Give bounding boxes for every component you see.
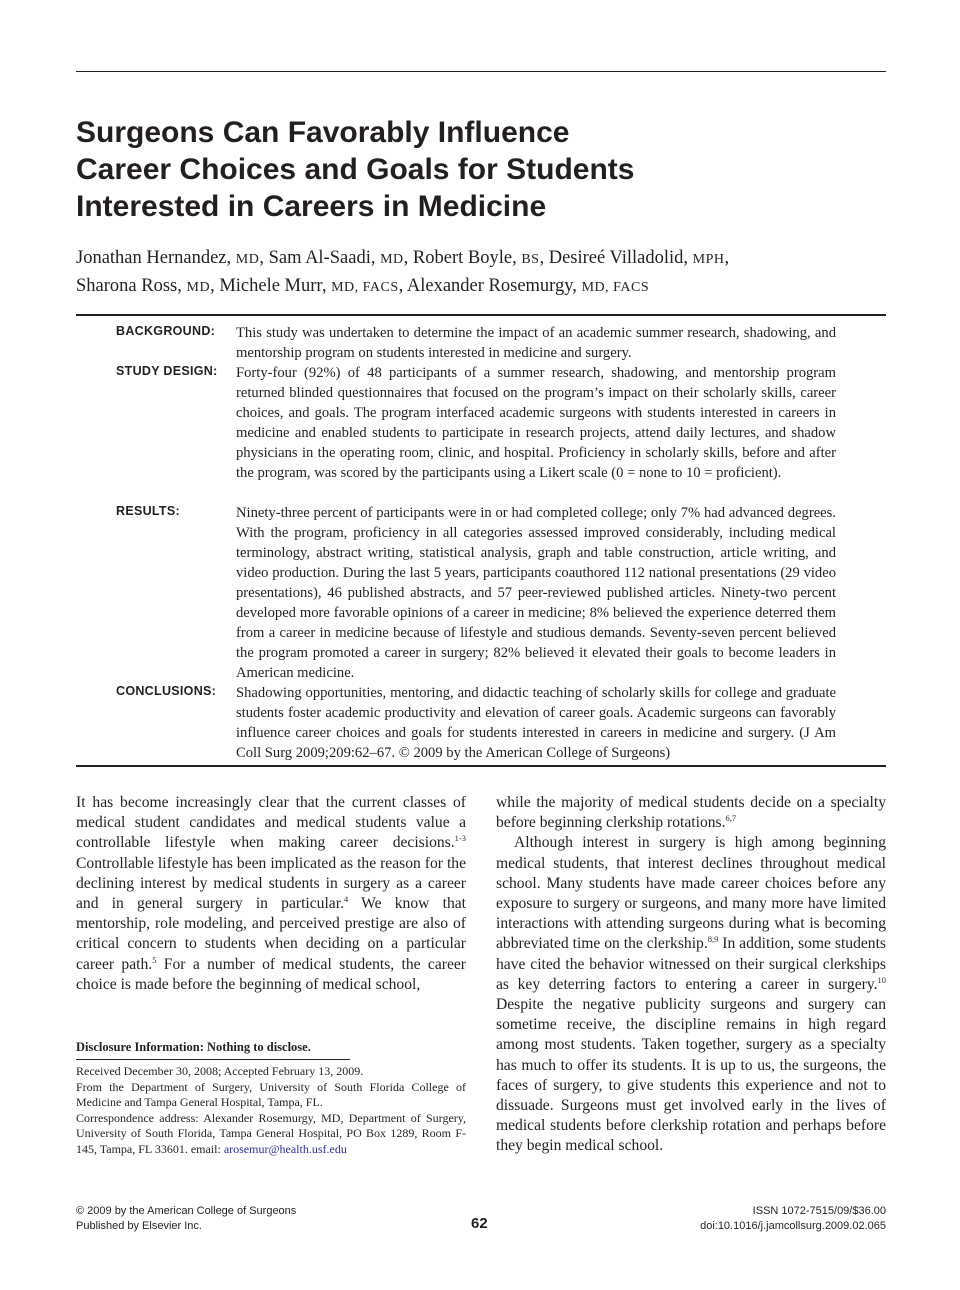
author-name: Sharona Ross, — [76, 276, 182, 296]
body-column-left — [76, 793, 466, 995]
footer-left — [76, 1204, 296, 1234]
correspondence-text: Correspondence address: Alexander Rosemurgy, MD, Department of Surgery, University of South Florida, Tampa General Hospital, PO Box 1289, Room F-145, Tampa, FL 33601. email: — [76, 1110, 466, 1156]
body-text: Despite the negative publicity surgeons and surgery can sometime receive, the discipline remains in high regard among most students. Taken together, surgery as a specialty has much to offer its students. It is up to us, the surgeons, the faces of surgery, to give students this experience and not to dissuade. Surgeons must get involved early in the lives of medical students before clerkship rotation and perhaps before they begin medical school. — [496, 996, 886, 1155]
author-name: Jonathan Hernandez, — [76, 248, 232, 268]
body-paragraph — [76, 793, 466, 995]
disclosure-info: Disclosure Information: Nothing to disclose. — [76, 1040, 311, 1054]
title-line: Interested in Careers in Medicine — [76, 190, 547, 223]
footnotes — [76, 1064, 466, 1157]
body-text: It has become increasingly clear that the current classes of medical student candidates and medical students value a controllable lifestyle when making career decisions. — [76, 794, 466, 852]
abstract-text: Shadowing opportunities, mentoring, and didactic teaching of scholarly skills for college and graduate students foster academic productivity and elevation of career goals. Academic surgeons can favorably influence career choices and goals for students interested in careers in medicine and surgery. (J Am Coll Surg 2009;209:62–67. © 2009 by the American College of Surgeons) — [236, 685, 836, 761]
correspondence — [76, 1111, 466, 1158]
author-degree: BS — [521, 252, 540, 267]
author-name: Michele Murr, — [219, 276, 327, 296]
abstract-text: This study was undertaken to determine the impact of an academic summer research, shadowing, and mentorship program on students interested in medicine and surgery. — [236, 325, 836, 361]
abstract-label: STUDY DESIGN: — [116, 364, 218, 378]
author-line: Sharona Ross, MD, Michele Murr, MD, FACS, Alexander Rosemurgy, MD, FACS — [76, 276, 650, 296]
body-paragraph — [496, 793, 886, 833]
author-name: Alexander Rosemurgy, — [406, 276, 577, 296]
affiliation: From the Department of Surgery, University of South Florida College of Medicine and Tampa General Hospital, Tampa, FL. — [76, 1079, 466, 1109]
citation[interactable]: 1-3 — [454, 833, 466, 844]
footer-right — [700, 1204, 886, 1234]
abstract-text: Ninety-three percent of participants were in or had completed college; only 7% had advanced degrees. With the program, proficiency in all categories assessed improved considerably, including medical terminology, abstract writing, statistical analysis, graph and table construction, article writing, and video production. During the last 5 years, participants coauthored 112 national presentations (29 video presentations), 46 published abstracts, and 57 peer-reviewed published articles. Ninety-two percent developed more favorable opinions of a career in medicine; 8% believed the experience deterred them from a career in medicine because of lifestyle and studious demands. Seventy-seven percent believed the program promoted a career in surgery; 82% believed it elevated their goals to become leaders in American medicine. — [236, 505, 836, 681]
author-line: Jonathan Hernandez, MD, Sam Al-Saadi, MD, Robert Boyle, BS, Desireé Villadolid, MPH, — [76, 248, 730, 268]
abstract-text: Forty-four (92%) of 48 participants of a summer research, shadowing, and mentorship program returned blinded questionnaires that focused on the program’s impact on their scholarly skills, career choices, and goals. The program interfaced academic surgeons with students interested in careers in medicine and enabled students to participate in research projects, attend daily lectures, and shadow physicians in the operating room, clinic, and hospital. Proficiency in scholarly skills, before and after the program, was scored by the participants using a Likert scale (0 = none to 10 = proficient). — [236, 365, 836, 481]
citation[interactable]: 4 — [343, 894, 349, 905]
publisher: Published by Elsevier Inc. — [76, 1220, 202, 1232]
body-text: We know that mentorship, role modeling, and perceived prestige are also of critical concern to students when deciding on a particular career path. — [76, 895, 466, 973]
body-text: Controllable lifestyle has been implicated as the reason for the declining interest by medical students in surgery as a career and in general surgery in particular. — [76, 854, 466, 913]
received-dates: Received December 30, 2008; Accepted February 13, 2009. — [76, 1064, 364, 1078]
header-rule — [76, 71, 886, 72]
copyright: © 2009 by the American College of Surgeons — [76, 1205, 297, 1217]
footnote-rule — [76, 1059, 350, 1060]
page-number: 62 — [471, 1215, 488, 1232]
abstract-box — [76, 314, 886, 767]
body-text: Although interest in surgery is high among beginning medical students, that interest declines throughout medical school. Many students have made career choices before any exposure to surgery or surgeons, and many more have limited interactions with attending surgeons during what is becoming abbreviated time on the clerkship. — [496, 834, 886, 953]
author-degree: MD — [380, 252, 404, 267]
citation[interactable]: 8,9 — [707, 934, 719, 945]
citation[interactable]: 10 — [877, 974, 886, 985]
body-text: In addition, some students have cited the behavior witnessed on their surgical clerkships as key deterring factors to entering a career in surgery. — [496, 935, 886, 993]
title-line: Career Choices and Goals for Students — [76, 153, 635, 186]
author-degree: MD, FACS — [331, 280, 399, 295]
citation[interactable]: 5 — [152, 954, 157, 965]
author-name: Desireé Villadolid, — [548, 248, 689, 268]
author-degree: MPH — [692, 252, 725, 267]
email-link[interactable]: arosemur@health.usf.edu — [223, 1141, 347, 1156]
author-degree: MD — [186, 280, 211, 295]
abstract-label: BACKGROUND: — [116, 324, 216, 338]
abstract-label: RESULTS: — [116, 504, 180, 518]
body-text: while the majority of medical students decide on a specialty before beginning clerkship rotations. — [496, 794, 886, 832]
author-list — [76, 245, 886, 301]
citation[interactable]: 6,7 — [725, 813, 737, 824]
title-line: Surgeons Can Favorably Influence — [76, 116, 570, 149]
body-paragraph — [496, 833, 886, 1156]
article-title — [76, 114, 796, 225]
author-name: Robert Boyle, — [412, 248, 517, 268]
issn: ISSN 1072-7515/09/$36.00 — [752, 1205, 886, 1217]
author-degree: MD, FACS — [581, 280, 650, 295]
doi: doi:10.1016/j.jamcollsurg.2009.02.065 — [700, 1220, 886, 1232]
body-text: For a number of medical students, the career choice is made before the beginning of medical school, — [76, 955, 467, 993]
body-column-right — [496, 793, 886, 1157]
author-degree: MD — [235, 252, 260, 267]
abstract-label: CONCLUSIONS: — [116, 684, 217, 698]
author-name: Sam Al-Saadi, — [268, 248, 376, 268]
